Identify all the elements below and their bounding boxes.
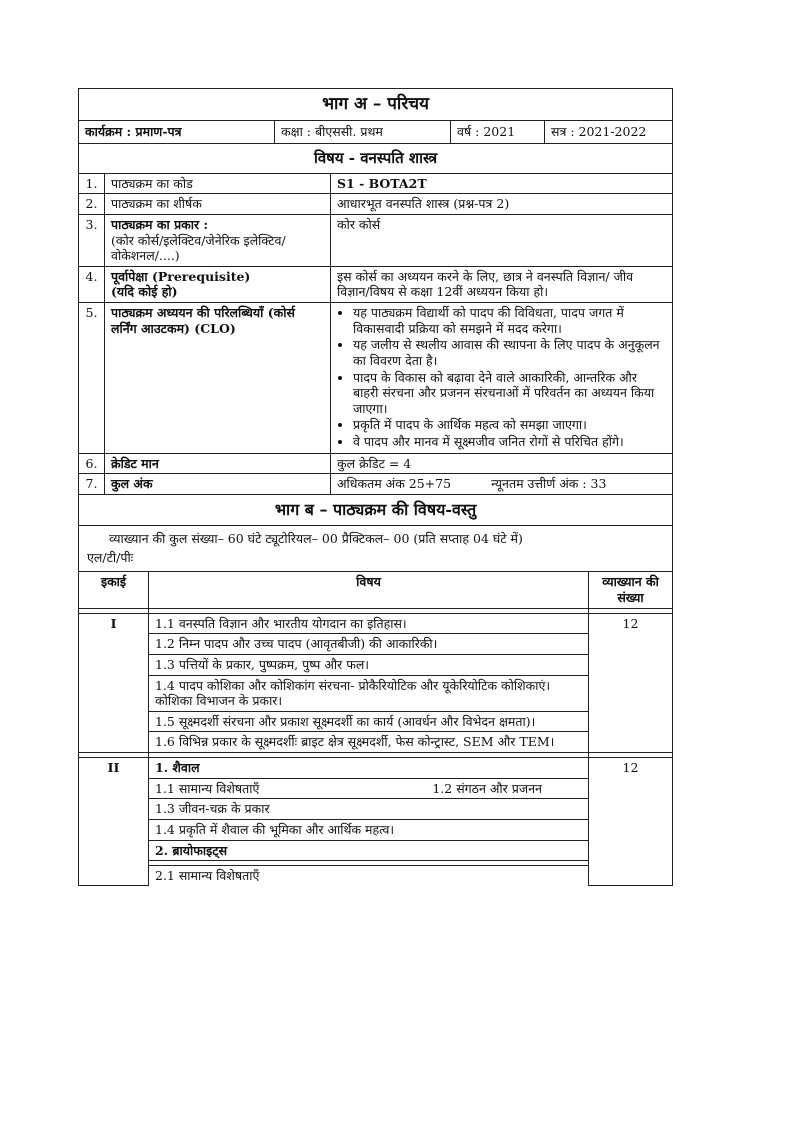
ltp-label: एल/टी/पीः <box>87 549 134 565</box>
topic-item: 1.2 संगठन और प्रजनन <box>432 780 542 796</box>
row-clo: 5. पाठ्यक्रम अध्ययन की परिलब्धियाँ (कोर्स लर्निंग आउटकम) (CLO) • यह पाठ्यक्रम विद्यार्थी को पादप की विविधता, पादप जगत में विकासवादी प्रक्रिया को समझने में मदद करेगा। • यह जलीय से स्थलीय आवास की स्थापना के लिए पादप के अनुकूलन का विवरण देता है। • पादप के विकास को बढ़ावा देने वाले आकारिकी, आन्तरिक और बाहरी संरचना और प्रजनन संरचनाओं में परिवर्तन का अध्ययन किया जाएगा। • प्रकृति में पादप के आर्थिक महत्व को समझा जाएगा। • वे पादप और मानव में सूक्ष्मजीव जनित रोगों से परिचित होंगे। <box>79 303 673 454</box>
class-label: कक्षा : बीएससी. प्रथम <box>275 121 451 144</box>
topic-heading: 2. ब्रायोफाइट्स <box>149 840 589 861</box>
topic-item: 1.1 सामान्य विशेषताएँ <box>155 780 260 796</box>
topic-item: 1.6 विभिन्न प्रकार के सूक्ष्मदर्शीः ब्राइट क्षेत्र सूक्ष्मदर्शी, फेस कोन्ट्रास्ट, SEM और TEM। <box>149 732 589 753</box>
row-course-type: 3. पाठ्यक्रम का प्रकार : (कोर कोर्स/इलेक्टिव/जेनेरिक इलेक्टिव/वोकेशनल/....) कोर कोर्स <box>79 214 673 266</box>
col-unit-header: इकाई <box>79 572 149 608</box>
course-code-label: पाठ्यक्रम का कोड <box>105 173 331 194</box>
topic-item: 1.3 जीवन-चक्र के प्रकार <box>149 799 589 820</box>
clo-list <box>337 305 666 450</box>
max-marks: अधिकतम अंक 25+75 <box>337 476 452 492</box>
part-a-title: भाग अ – परिचय <box>79 89 673 121</box>
topic-item: 1.1 वनस्पति विज्ञान और भारतीय योगदान का इतिहास। <box>149 613 589 634</box>
row-course-code: 1. पाठ्यक्रम का कोड S1 - BOTA2T <box>79 173 673 194</box>
min-marks: न्यूनतम उत्तीर्ण अंक : 33 <box>491 476 607 492</box>
prerequisite-label: पूर्वापेक्षा (Prerequisite) <box>111 268 251 284</box>
program-label: कार्यक्रम : प्रमाण-पत्र <box>79 121 275 144</box>
prerequisite-hint: (यदि कोई हो) <box>111 284 178 300</box>
topic-item: 1.4 पादप कोशिका और कोशिकांग संरचना- प्रोकैरियोटिक और यूकेरियोटिक कोशिकाएं। कोशिका विभाजन के प्रकार। <box>149 675 589 711</box>
course-type-label: पाठ्यक्रम का प्रकार : <box>111 216 209 232</box>
credits-label: क्रेडिट मान <box>105 453 331 474</box>
clo-point: • प्रकृति में पादप के आर्थिक महत्व को समझा जाएगा। <box>353 417 666 433</box>
total-marks-label: कुल अंक <box>105 474 331 495</box>
clo-label: पाठ्यक्रम अध्ययन की परिलब्धियाँ (कोर्स लर्निंग आउटकम) (CLO) <box>105 303 331 454</box>
row-course-title: 2. पाठ्यक्रम का शीर्षक आधारभूत वनस्पति शास्त्र (प्रश्न-पत्र 2) <box>79 194 673 215</box>
topic-heading: 1. शैवाल <box>149 758 589 779</box>
unit-number: I <box>79 613 149 752</box>
topic-item: 1.5 सूक्ष्मदर्शी संरचना और प्रकाश सूक्ष्मदर्शी का कार्य (आवर्धन और विभेदन क्षमता)। <box>149 711 589 732</box>
topic-item: 1.2 निम्न पादप और उच्च पादप (आवृतबीजी) की आकारिकी। <box>149 634 589 655</box>
lecture-count: 12 <box>589 613 673 752</box>
course-type-hint: (कोर कोर्स/इलेक्टिव/जेनेरिक इलेक्टिव/वोकेशनल/....) <box>111 232 286 264</box>
unit-number: II <box>79 758 149 886</box>
prerequisite-value: इस कोर्स का अध्ययन करने के लिए, छात्र ने वनस्पति विज्ञान/ जीव विज्ञान/विषय से कक्षा 12वीं अध्ययन किया हो। <box>331 266 673 302</box>
lecture-count: 12 <box>589 758 673 886</box>
credits-value: कुल क्रेडिट = 4 <box>331 453 673 474</box>
clo-point: • पादप के विकास को बढ़ावा देने वाले आकारिकी, आन्तरिक और बाहरी संरचना और प्रजनन संरचनाओं में परिवर्तन का अध्ययन किया जाएगा। <box>353 370 666 417</box>
col-topic-header: विषय <box>149 572 589 608</box>
topic-item: 1.4 प्रकृति में शैवाल की भूमिका और आर्थिक महत्व। <box>149 819 589 840</box>
content-table <box>78 571 673 886</box>
topic-item: 2.1 सामान्य विशेषताएँ <box>149 866 589 886</box>
session-label: सत्र : 2021-2022 <box>545 121 673 144</box>
part-b-title: भाग ब – पाठ्यक्रम की विषय-वस्तु <box>79 494 673 525</box>
subject-label: विषय - वनस्पति शास्त्र <box>79 143 673 173</box>
col-lectures-header: व्याख्यान की संख्या <box>589 572 673 608</box>
clo-point: • यह पाठ्यक्रम विद्यार्थी को पादप की विविधता, पादप जगत में विकासवादी प्रक्रिया को समझने में मदद करेगा। <box>353 305 666 336</box>
course-title-value: आधारभूत वनस्पति शास्त्र (प्रश्न-पत्र 2) <box>331 194 673 215</box>
clo-point: • यह जलीय से स्थलीय आवास की स्थापना के लिए पादप के अनुकूलन का विवरण देता है। <box>353 337 666 368</box>
row-prerequisite: 4. पूर्वापेक्षा (Prerequisite) (यदि कोई हो) इस कोर्स का अध्ययन करने के लिए, छात्र ने वनस्पति विज्ञान/ जीव विज्ञान/विषय से कक्षा 12वीं अध्ययन किया हो। <box>79 266 673 302</box>
year-label: वर्ष : 2021 <box>451 121 545 144</box>
unit-row <box>79 758 673 779</box>
course-title-label: पाठ्यक्रम का शीर्षक <box>105 194 331 215</box>
unit-row <box>79 613 673 634</box>
course-code-value: S1 - BOTA2T <box>331 173 673 194</box>
topic-item: 1.3 पत्तियों के प्रकार, पुष्पक्रम, पुष्प और फल। <box>149 654 589 675</box>
course-type-value: कोर कोर्स <box>331 214 673 266</box>
row-credits: 6. क्रेडिट मान कुल क्रेडिट = 4 <box>79 453 673 474</box>
clo-point: • वे पादप और मानव में सूक्ष्मजीव जनित रोगों से परिचित होंगे। <box>353 434 666 450</box>
lecture-info: व्याख्यान की कुल संख्या– 60 घंटे ट्यूटोरियल– 00 प्रैक्टिकल– 00 (प्रति सप्ताह 04 घंटे में) <box>109 530 523 546</box>
syllabus-sheet <box>78 88 672 886</box>
row-total-marks: 7. कुल अंक अधिकतम अंक 25+75 न्यूनतम उत्तीर्ण अंक : 33 <box>79 474 673 495</box>
part-a-table <box>78 88 673 572</box>
